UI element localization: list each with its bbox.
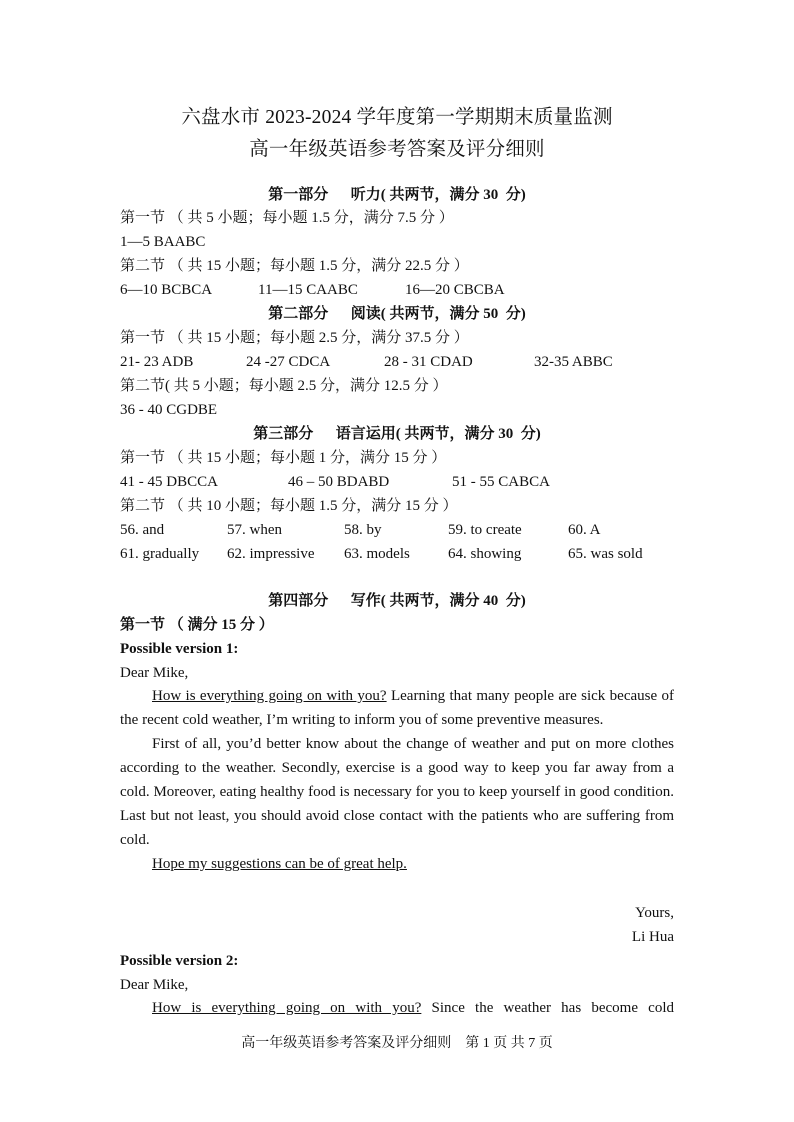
paragraph — [120, 684, 674, 732]
version1-body — [120, 684, 674, 876]
answer-item: 56. and — [120, 522, 165, 538]
part1-heading: 第一部分 听力( 共两节，满分 30 分) — [268, 187, 526, 203]
page-footer: 高一年级英语参考答案及评分细则 第 1 页 共 7 页 — [241, 1036, 553, 1051]
version1-salutation: Dear Mike, — [120, 665, 189, 681]
answer-item: 58. by — [344, 522, 382, 538]
document-title: 六盘水市 2023-2024 学年度第一学期期末质量监测 — [181, 107, 613, 128]
signature: Li Hua — [631, 929, 674, 945]
part3-section2-label: 第二节 （ 共 10 小题；每小题 1.5 分，满分 15 分 ） — [120, 498, 458, 514]
answer-group: 24 -27 CDCA — [246, 354, 331, 370]
answer-item: 63. models — [344, 546, 410, 562]
answer-group: 51 - 55 CABCA — [452, 474, 550, 490]
version2-body — [120, 996, 674, 1020]
document-subtitle: 高一年级英语参考答案及评分细则 — [249, 139, 545, 160]
part1-section2-label: 第二节 （ 共 15 小题；每小题 1.5 分，满分 22.5 分 ） — [120, 258, 469, 274]
part2-section2-label: 第二节( 共 5 小题；每小题 2.5 分，满分 12.5 分 ） — [120, 378, 448, 394]
answer-item: 57. when — [227, 522, 282, 538]
paragraph-text: Since the weather has become cold — [421, 1000, 674, 1016]
answer-group: 16—20 CBCBA — [405, 282, 505, 298]
answer-group: 41 - 45 DBCCA — [120, 474, 218, 490]
answer-group: 6—10 BCBCA — [120, 282, 213, 298]
paragraph: First of all, you’d better know about the change of weather and put on more clothes according to the weather. Secondly, exercise is a good way to keep you far away from a cold. Moreover, eating healthy food is necessary for you to keep yourself in good condition. Last but not least, you should avoid close contact with the patients who are suffering from cold. — [120, 736, 674, 848]
answer-item: 64. showing — [448, 546, 522, 562]
answer-item: 59. to create — [448, 522, 522, 538]
closing: Yours, — [635, 905, 674, 921]
underlined-sentence: Hope my suggestions can be of great help. — [152, 856, 407, 872]
underlined-sentence: How is everything going on with you? — [152, 688, 387, 704]
answer-group: 46 – 50 BDABD — [288, 474, 390, 490]
paragraph — [120, 852, 674, 876]
answer-group: 28 - 31 CDAD — [384, 354, 473, 370]
part4-heading: 第四部分 写作( 共两节，满分 40 分) — [268, 593, 526, 609]
part1-section1-answers: 1—5 BAABC — [120, 234, 206, 250]
part2-section1-label: 第一节 （ 共 15 小题；每小题 2.5 分，满分 37.5 分 ） — [120, 330, 469, 346]
part3-section1-label: 第一节 （ 共 15 小题；每小题 1 分，满分 15 分 ） — [120, 450, 447, 466]
part2-section2-answers: 36 - 40 CGDBE — [120, 402, 218, 418]
part4-section1-label: 第一节 （ 满分 15 分 ） — [120, 617, 274, 633]
version1-label: Possible version 1: — [120, 641, 239, 657]
part2-heading: 第二部分 阅读( 共两节，满分 50 分) — [268, 306, 526, 322]
version2-salutation: Dear Mike, — [120, 977, 189, 993]
version2-label: Possible version 2: — [120, 953, 239, 969]
paragraph-text: Learning that many people are sick because of the recent cold weather, I’m writing to inform you of some preventive measures. — [120, 688, 674, 728]
underlined-sentence: How is everything going on with you? — [152, 1000, 422, 1016]
answer-group: 21- 23 ADB — [120, 354, 194, 370]
answer-group: 32-35 ABBC — [534, 354, 613, 370]
answer-item: 65. was sold — [568, 546, 643, 562]
answer-item: 61. gradually — [120, 546, 200, 562]
answer-item: 60. A — [568, 522, 601, 538]
answer-group: 11—15 CAABC — [258, 282, 358, 298]
paragraph — [120, 996, 674, 1020]
part1-section1-label: 第一节 （ 共 5 小题；每小题 1.5 分，满分 7.5 分 ） — [120, 210, 454, 226]
part3-heading: 第三部分 语言运用( 共两节，满分 30 分) — [253, 426, 541, 442]
answer-item: 62. impressive — [227, 546, 315, 562]
